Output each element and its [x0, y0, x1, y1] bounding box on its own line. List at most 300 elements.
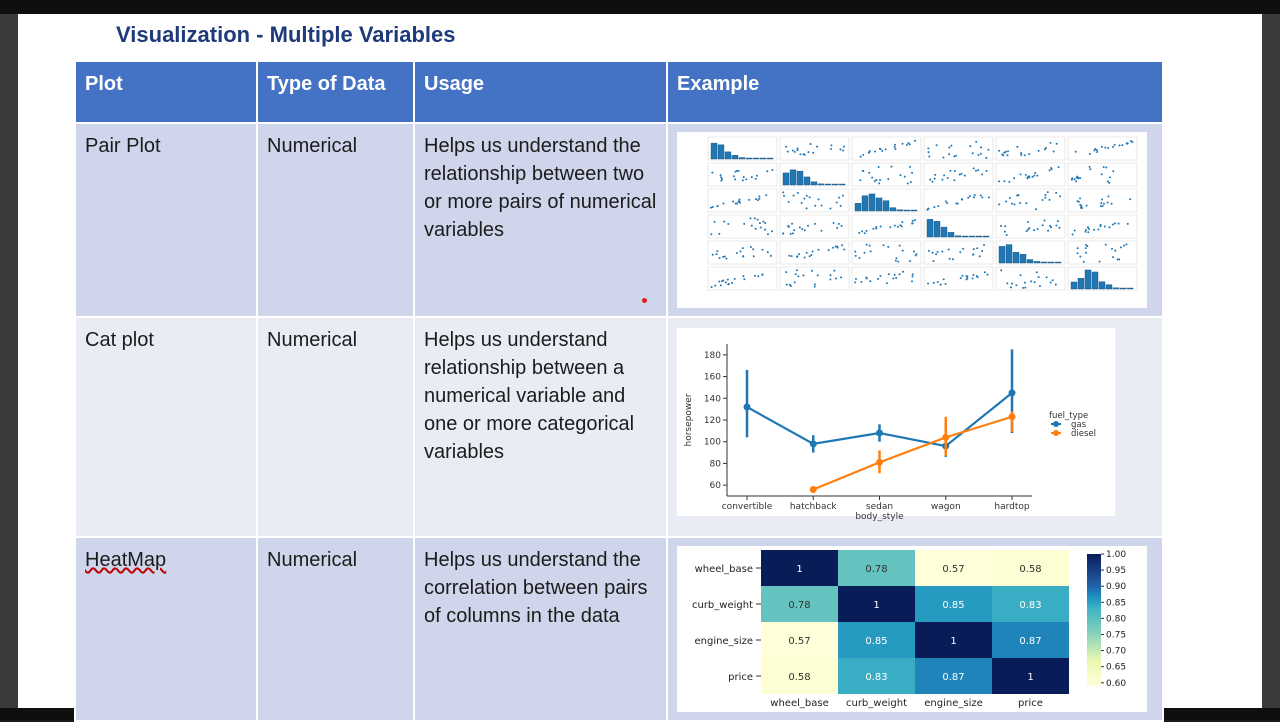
pair-point [1019, 202, 1021, 204]
pair-point [1109, 176, 1111, 178]
cell-usage: Helps us understand the correlation between pairs of columns in the data [414, 537, 667, 721]
pair-hist-bar [1013, 252, 1019, 263]
pair-point [810, 254, 812, 256]
pair-hist-bar [746, 158, 752, 159]
pair-point [755, 228, 757, 230]
pair-point [977, 169, 979, 171]
pair-panel [924, 267, 993, 290]
x-tick-label: convertible [721, 502, 773, 512]
pair-point [1050, 142, 1052, 144]
pair-hist-bar [811, 182, 817, 185]
pair-point [817, 274, 819, 276]
pair-point [1097, 228, 1099, 230]
pair-point [739, 199, 741, 201]
pair-point [911, 172, 913, 174]
pair-point [835, 278, 837, 280]
pair-hist-bar [976, 236, 982, 237]
pair-point [984, 271, 986, 273]
x-tick-label: wagon [930, 502, 961, 512]
pair-point [1080, 205, 1082, 207]
pair-point [904, 176, 906, 178]
pair-point [927, 282, 929, 284]
pair-hist-bar [927, 219, 933, 237]
pair-point [1043, 219, 1045, 221]
pair-point [1044, 197, 1046, 199]
pair-hist-bar [983, 236, 989, 237]
pair-point [1026, 230, 1028, 232]
pair-hist-bar [855, 203, 861, 211]
pair-point [1085, 247, 1087, 249]
pair-point [833, 270, 835, 272]
pair-point [869, 150, 871, 152]
pair-point [806, 195, 808, 197]
pair-point [841, 225, 843, 227]
pair-point [955, 155, 957, 157]
pair-point [836, 227, 838, 229]
left-frame-bar [0, 14, 18, 708]
pair-point [731, 282, 733, 284]
pair-point [1005, 201, 1007, 203]
pair-point [1020, 152, 1022, 154]
pair-point [1006, 154, 1008, 156]
pair-point [972, 278, 974, 280]
header-example: Example [667, 61, 1163, 123]
pair-hist-bar [725, 152, 731, 159]
pair-hist-bar [883, 201, 889, 211]
pair-hist-bar [1078, 278, 1084, 289]
pair-hist-bar [1006, 245, 1012, 263]
pair-point [821, 205, 823, 207]
point-gas [1009, 389, 1016, 396]
pair-point [1056, 143, 1058, 145]
pair-point [804, 229, 806, 231]
pair-hist-bar [1106, 285, 1112, 289]
pair-point [722, 203, 724, 205]
pair-point [859, 179, 861, 181]
heatmap-cell-label: 0.78 [788, 600, 811, 611]
pair-point [814, 205, 816, 207]
pair-point [1131, 141, 1133, 143]
colorbar-tick-label: 0.90 [1106, 582, 1127, 593]
pair-point [872, 228, 874, 230]
heatmap-cell-label: 1 [796, 564, 803, 575]
slide [18, 14, 1262, 708]
pair-point [828, 249, 830, 251]
pair-hist-bar [760, 158, 766, 159]
pair-point [1044, 148, 1046, 150]
pair-point [1055, 284, 1057, 286]
pair-point [866, 277, 868, 279]
heatmap-chart [677, 546, 1147, 712]
pair-hist-bar [1127, 288, 1133, 289]
pair-point [1051, 168, 1053, 170]
pair-point [716, 253, 718, 255]
pair-point [937, 281, 939, 283]
pair-point [967, 197, 969, 199]
heatmap-cell-label: 0.87 [942, 672, 965, 683]
pair-point [720, 176, 722, 178]
y-tick-label: 60 [709, 481, 721, 492]
pair-point [854, 251, 856, 253]
pair-point [897, 226, 899, 228]
pair-point [829, 207, 831, 209]
pair-point [718, 280, 720, 282]
pair-point [752, 248, 754, 250]
pair-point [894, 148, 896, 150]
pair-point [794, 151, 796, 153]
pair-panel [780, 137, 849, 160]
colorbar-tick-label: 0.80 [1106, 614, 1127, 625]
pair-point [1046, 276, 1048, 278]
pair-point [894, 144, 896, 146]
pair-point [877, 278, 879, 280]
pair-point [1086, 245, 1088, 247]
pair-point [1042, 199, 1044, 201]
pair-point [886, 282, 888, 284]
pair-point [750, 246, 752, 248]
pair-point [733, 175, 735, 177]
pair-point [976, 247, 978, 249]
pair-point [1108, 226, 1110, 228]
pair-panel [1068, 189, 1137, 212]
pair-point [1100, 205, 1102, 207]
cell-type: Numerical [257, 537, 414, 721]
table-row [75, 537, 1163, 721]
pair-point [766, 170, 768, 172]
pair-panel [708, 241, 777, 264]
pair-point [980, 153, 982, 155]
pair-point [829, 278, 831, 280]
pair-plot-chart [677, 132, 1147, 308]
pair-point [742, 179, 744, 181]
pair-point [1112, 256, 1114, 258]
pair-point [802, 274, 804, 276]
pair-point [860, 281, 862, 283]
pair-point [793, 229, 795, 231]
pair-point [894, 146, 896, 148]
pair-point [869, 280, 871, 282]
pair-point [1103, 166, 1105, 168]
y-tick-label: 100 [703, 437, 721, 448]
pair-point [832, 247, 834, 249]
pair-point [782, 232, 784, 234]
table-row [75, 317, 1163, 537]
pair-point [812, 251, 814, 253]
pair-point [841, 244, 843, 246]
pair-point [830, 148, 832, 150]
x-axis-label: body_style [855, 512, 904, 522]
heatmap-col-label: wheel_base [770, 698, 829, 709]
pair-point [950, 145, 952, 147]
pair-point [961, 198, 963, 200]
pair-point [796, 255, 798, 257]
pair-hist-bar [1034, 261, 1040, 263]
pair-point [760, 227, 762, 229]
pair-point [998, 150, 1000, 152]
pair-point [959, 174, 961, 176]
pair-point [936, 144, 938, 146]
pair-point [1118, 223, 1120, 225]
pair-point [1013, 177, 1015, 179]
pair-point [935, 253, 937, 255]
pair-point [947, 177, 949, 179]
pair-hist-bar [911, 210, 917, 211]
pair-point [1088, 228, 1090, 230]
pair-hist-bar [711, 143, 717, 159]
pair-point [711, 286, 713, 288]
pair-point [1103, 203, 1105, 205]
pair-point [858, 257, 860, 259]
pair-point [785, 146, 787, 148]
pair-point [915, 253, 917, 255]
pair-point [1053, 150, 1055, 152]
heatmap-row-label: engine_size [694, 636, 753, 647]
pair-point [1002, 154, 1004, 156]
heatmap-label: HeatMap [85, 549, 167, 571]
pair-point [949, 170, 951, 172]
pair-point [1100, 224, 1102, 226]
x-tick-label: hardtop [994, 502, 1030, 512]
pair-hist-bar [1092, 272, 1098, 289]
colorbar-tick-label: 1.00 [1106, 550, 1127, 560]
pair-point [974, 194, 976, 196]
pair-point [718, 233, 720, 235]
pair-hist-bar [1020, 254, 1026, 263]
pair-point [716, 205, 718, 207]
pair-hist-bar [969, 236, 975, 237]
pair-hist-bar [876, 198, 882, 211]
pair-point [799, 153, 801, 155]
pair-point [797, 192, 799, 194]
pair-point [1085, 252, 1087, 254]
pair-point [833, 222, 835, 224]
pair-point [1120, 246, 1122, 248]
pair-point [948, 153, 950, 155]
pair-panel [852, 267, 921, 290]
pair-point [757, 199, 759, 201]
pair-hist-bar [948, 232, 954, 237]
pair-hist-bar [955, 236, 961, 237]
pair-point [880, 225, 882, 227]
pair-point [863, 252, 865, 254]
pair-point [1020, 154, 1022, 156]
pair-point [1079, 256, 1081, 258]
pair-point [723, 221, 725, 223]
pair-point [796, 269, 798, 271]
pair-point [927, 147, 929, 149]
pair-point [1058, 227, 1060, 229]
pair-point [960, 173, 962, 175]
pair-point [1049, 225, 1051, 227]
pair-point [1089, 166, 1091, 168]
pair-point [934, 174, 936, 176]
pair-panel [924, 241, 993, 264]
cell-plot: Pair Plot [75, 123, 257, 317]
pair-point [879, 179, 881, 181]
heatmap-col-label: curb_weight [845, 698, 908, 709]
laser-pointer-dot [642, 298, 647, 303]
pair-hist-bar [1071, 282, 1077, 289]
pair-point [1087, 231, 1089, 233]
pair-point [1099, 261, 1101, 263]
pair-point [830, 144, 832, 146]
legend-title: fuel_type [1049, 411, 1089, 421]
pair-point [1075, 180, 1077, 182]
pair-hist-bar [718, 145, 724, 159]
pair-point [842, 149, 844, 151]
pair-panel [708, 163, 777, 186]
pair-panel [780, 241, 849, 264]
pair-point [806, 252, 808, 254]
pair-point [1087, 226, 1089, 228]
pair-point [972, 254, 974, 256]
pair-point [787, 225, 789, 227]
pair-point [945, 283, 947, 285]
series-line-diesel [813, 417, 1012, 490]
pair-point [1101, 146, 1103, 148]
pair-point [864, 232, 866, 234]
pair-point [798, 253, 800, 255]
pair-point [1004, 225, 1006, 227]
pair-point [899, 174, 901, 176]
pair-point [1089, 168, 1091, 170]
pair-point [913, 251, 915, 253]
pair-point [812, 152, 814, 154]
pair-point [711, 172, 713, 174]
pair-point [909, 260, 911, 262]
heatmap-cell-label: 1 [950, 636, 957, 647]
pair-point [1008, 181, 1010, 183]
pair-point [948, 146, 950, 148]
pair-point [1024, 282, 1026, 284]
pair-point [751, 176, 753, 178]
legend-entry-diesel: diesel [1071, 429, 1097, 439]
pair-point [749, 217, 751, 219]
pair-point [868, 172, 870, 174]
pair-point [902, 271, 904, 273]
pair-point [1052, 279, 1054, 281]
heatmap-row-label: curb_weight [691, 600, 753, 611]
pair-point [790, 285, 792, 287]
y-tick-label: 80 [709, 459, 721, 470]
pair-point [943, 278, 945, 280]
pair-hist-bar [753, 158, 759, 159]
pair-point [901, 221, 903, 223]
pair-point [1085, 231, 1087, 233]
pair-point [899, 273, 901, 275]
pair-point [762, 220, 764, 222]
pair-point [714, 285, 716, 287]
pair-point [782, 191, 784, 193]
pair-point [973, 196, 975, 198]
pair-point [1009, 197, 1011, 199]
cell-example [667, 317, 1163, 537]
pair-point [1114, 222, 1116, 224]
heatmap-row-label: wheel_base [694, 564, 753, 575]
pair-point [866, 244, 868, 246]
pair-point [932, 252, 934, 254]
pair-point [838, 197, 840, 199]
pair-point [745, 178, 747, 180]
cat-plot-chart [677, 328, 1115, 522]
x-tick-label: hatchback [789, 502, 837, 512]
pair-hist-bar [904, 210, 910, 211]
pair-point [716, 250, 718, 252]
pair-point [1039, 285, 1041, 287]
pair-point [787, 151, 789, 153]
cell-example [667, 537, 1163, 721]
pair-point [866, 230, 868, 232]
colorbar-tick-label: 0.85 [1106, 598, 1127, 609]
pair-point [1005, 151, 1007, 153]
pair-hist-bar [1085, 270, 1091, 289]
pair-point [943, 174, 945, 176]
pair-point [966, 275, 968, 277]
pair-point [1049, 199, 1051, 201]
pair-point [879, 275, 881, 277]
pair-point [793, 195, 795, 197]
pair-point [743, 223, 745, 225]
heatmap-cell-label: 0.57 [788, 636, 811, 647]
pair-point [1042, 224, 1044, 226]
pair-point [1104, 226, 1106, 228]
pair-point [909, 166, 911, 168]
pair-point [1058, 166, 1060, 168]
pair-point [983, 244, 985, 246]
pair-point [830, 274, 832, 276]
pair-hist-bar [832, 184, 838, 185]
pair-point [942, 157, 944, 159]
pair-panel [996, 163, 1065, 186]
pair-point [1079, 197, 1081, 199]
pair-point [960, 277, 962, 279]
pair-point [1077, 252, 1079, 254]
pair-hist-bar [962, 236, 968, 237]
pair-point [972, 152, 974, 154]
heatmap-cell-label: 0.83 [865, 672, 888, 683]
pair-point [895, 277, 897, 279]
pair-point [1016, 146, 1018, 148]
pair-point [1027, 229, 1029, 231]
pair-panel [708, 189, 777, 212]
pair-point [743, 176, 745, 178]
pair-point [1004, 231, 1006, 233]
pair-panel [996, 267, 1065, 290]
pair-point [975, 170, 977, 172]
pair-hist-bar [804, 177, 810, 185]
pair-point [814, 286, 816, 288]
pair-point [761, 273, 763, 275]
pair-point [1057, 220, 1059, 222]
pair-point [725, 281, 727, 283]
pair-point [817, 249, 819, 251]
pair-point [941, 179, 943, 181]
pair-point [895, 257, 897, 259]
pair-hist-bar [1113, 288, 1119, 289]
pair-point [941, 251, 943, 253]
pair-point [799, 226, 801, 228]
pair-point [962, 248, 964, 250]
pair-hist-bar [1055, 262, 1061, 263]
point-gas [810, 440, 817, 447]
pair-hist-bar [1027, 260, 1033, 263]
pair-point [1047, 191, 1049, 193]
pair-point [1025, 174, 1027, 176]
pair-point [840, 276, 842, 278]
point-diesel [876, 459, 883, 466]
pair-hist-bar [797, 171, 803, 185]
pair-panel [1068, 215, 1137, 238]
